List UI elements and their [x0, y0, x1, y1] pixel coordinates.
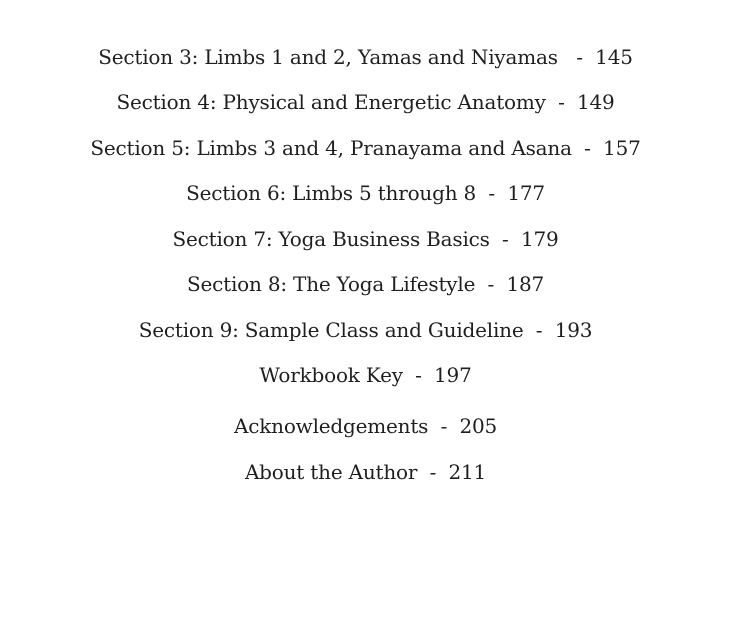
toc-entry-page-number: 211 — [448, 460, 487, 484]
toc-entry-page-number: 177 — [507, 181, 545, 205]
toc-entry-title: Section 9: Sample Class and Guideline — [138, 318, 524, 342]
toc-entry-separator: - — [415, 363, 422, 387]
toc-entry-page-number: 205 — [459, 414, 498, 438]
toc-entry-separator: - — [487, 272, 495, 296]
toc-entry-about-the-author — [0, 459, 731, 485]
toc-entry-separator: - — [584, 136, 591, 160]
toc-entry-section-7 — [0, 226, 731, 252]
toc-entry-title: Acknowledgements — [233, 414, 429, 438]
toc-entry-title: Section 5: Limbs 3 and 4, Pranayama and Asana — [90, 136, 572, 160]
toc-entry-title: Section 4: Physical and Energetic Anatomy — [116, 90, 546, 114]
toc-entry-section-6 — [0, 180, 731, 206]
toc-entry-title: Section 3: Limbs 1 and 2, Yamas and Niyamas — [98, 45, 558, 69]
toc-entry-page-number: 149 — [576, 90, 615, 114]
toc-entry-title: Section 6: Limbs 5 through 8 — [186, 181, 477, 205]
toc-entry-separator: - — [429, 460, 437, 484]
toc-entry-separator: - — [535, 318, 543, 342]
toc-entry-page-number: 187 — [506, 272, 545, 296]
toc-entry-page-number: 179 — [520, 227, 559, 251]
toc-entry-section-3 — [0, 44, 731, 70]
toc-entry-title: Workbook Key — [259, 363, 403, 387]
toc-entry-section-5 — [0, 135, 731, 161]
toc-entry-separator: - — [502, 227, 509, 251]
toc-entry-acknowledgements — [0, 413, 731, 439]
toc-entry-section-8 — [0, 271, 731, 297]
toc-entry-section-9 — [0, 317, 731, 343]
toc-entry-separator: - — [488, 181, 495, 205]
toc-entry-section-4 — [0, 89, 731, 115]
toc-entry-page-number: 145 — [595, 45, 633, 69]
toc-entry-title: About the Author — [244, 460, 418, 484]
toc-entry-separator: - — [440, 414, 448, 438]
toc-entry-workbook-key — [0, 362, 731, 388]
toc-entry-page-number: 197 — [434, 363, 472, 387]
toc-entry-title: Section 8: The Yoga Lifestyle — [186, 272, 476, 296]
toc-entry-page-number: 157 — [603, 136, 641, 160]
toc-entry-page-number: 193 — [554, 318, 593, 342]
toc-entry-separator: - — [558, 90, 565, 114]
toc-entry-title: Section 7: Yoga Business Basics — [172, 227, 490, 251]
toc-entry-separator: - — [576, 45, 583, 69]
